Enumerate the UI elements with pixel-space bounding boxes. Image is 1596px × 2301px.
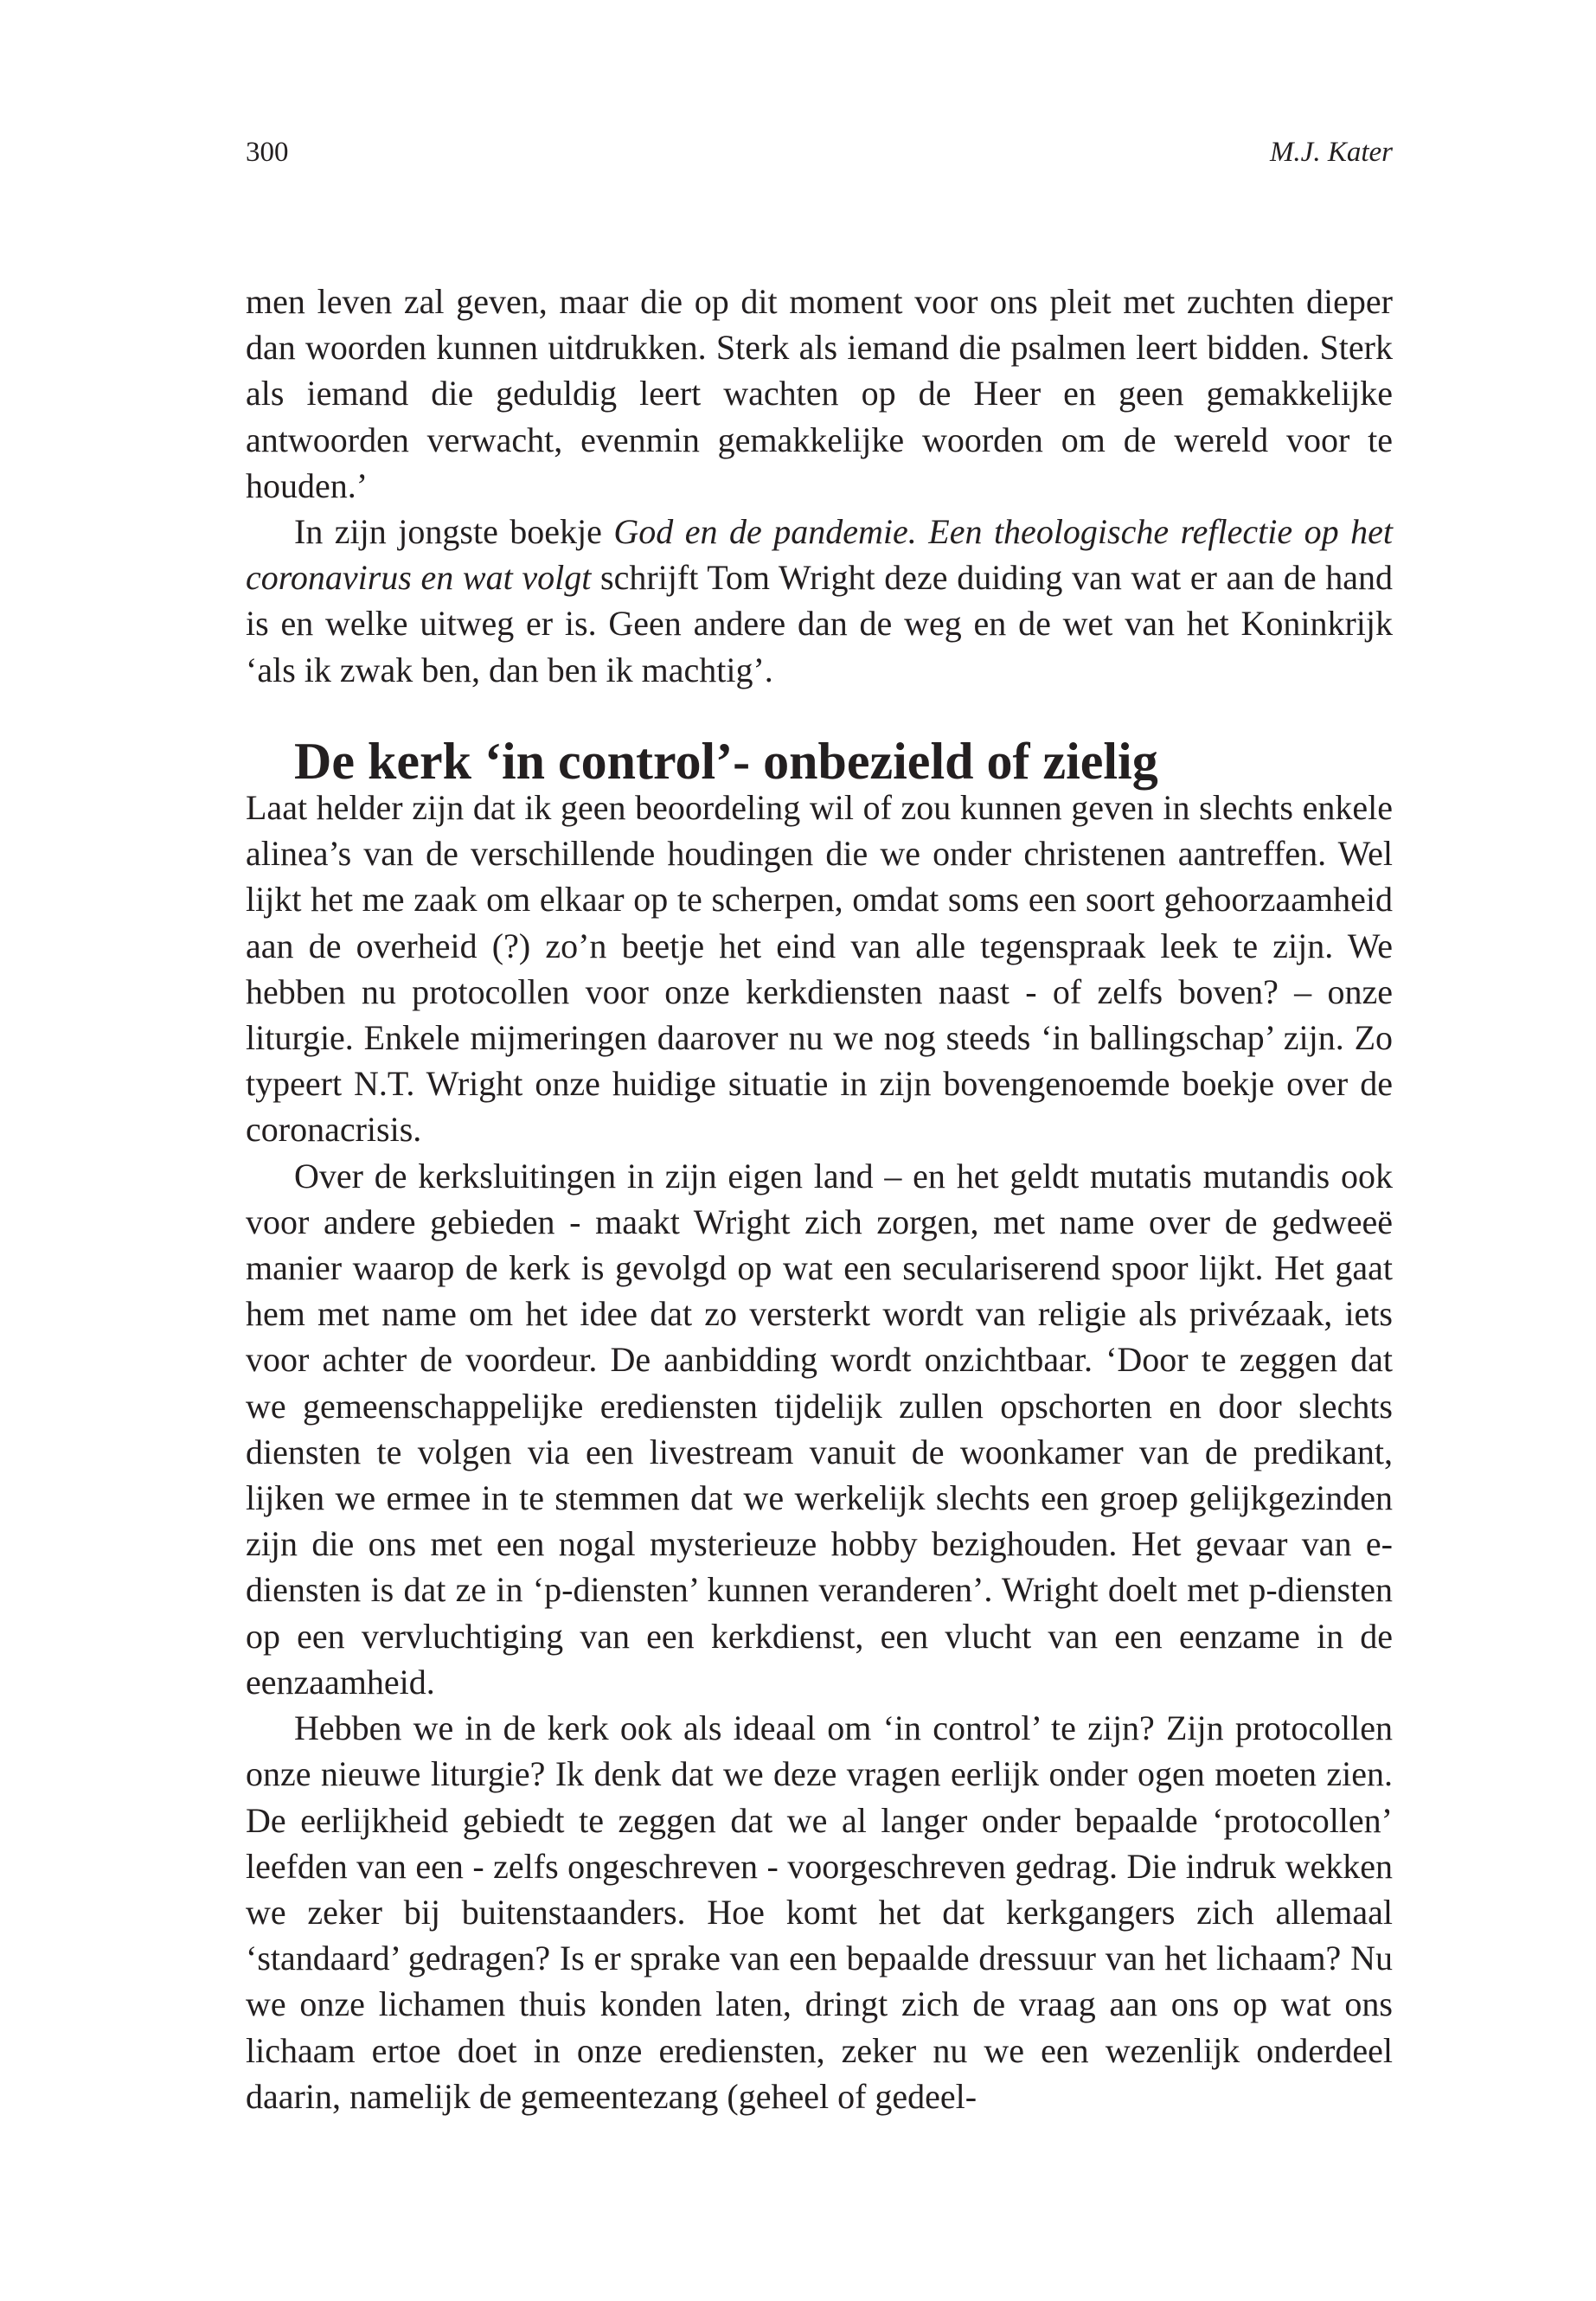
paragraph-text: schrijft Tom Wright deze duiding van wat er aan de hand is en welke uitweg er is. Geen andere dan de weg en de wet van het Koninkrijk ‘als ik zwak ben, dan ben ik machtig’. [246,558,1393,689]
book-title: God en de pandemie. Een theologische reflectie op het coronavirus en wat volgt [246,512,1393,598]
paragraph-church-closures: Over de kerksluitingen in zijn eigen land – en het geldt mutatis mutandis ook voor andere gebieden - maakt Wright zich zorgen, met name over de gedweeë manier waarop de kerk is gevolgd op wat een seculariserend spoor lijkt. Het gaat hem met name om het idee dat zo versterkt wordt van religie als privézaak, iets voor achter de voordeur. De aanbidding wordt onzichtbaar. ‘Door te zeggen dat we gemeenschappelijke erediensten tijdelijk zullen opschorten en door slechts diensten te volgen via een livestream vanuit de woonkamer van de predikant, lijken we ermee in te stemmen dat we werkelijk slechts een groep gelijkgezinden zijn die ons met een nogal mysterieuze hobby bezighouden. Het gevaar van e-diensten is dat ze in ‘p-diensten’ kunnen veranderen’. Wright doelt met p-diensten op een vervluchtiging van een kerkdienst, een vlucht van een eenzame in de eenzaamheid. [246,1156,1393,1702]
paragraph-intro: Laat helder zijn dat ik geen beoordeling wil of zou kunnen geven in slechts enkele alinea’s van de verschillende houdingen die we onder christenen aantreffen. Wel lijkt het me zaak om elkaar op te scherpen, omdat soms een soort gehoorzaamheid aan de overheid (?) zo’n beetje het eind van alle tegenspraak leek te zijn. We hebben nu protocollen voor onze kerkdiensten naast - of zelfs boven? – onze liturgie. Enkele mijmeringen daarover nu we nog steeds ‘in ballingschap’ zijn. Zo typeert N.T. Wright onze huidige situatie in zijn bovengenoemde boekje over de coronacrisis. [246,788,1393,1150]
paragraph-text: In zijn jongste boekje [294,512,614,552]
page-header [246,137,1393,180]
section-spacer [246,693,1393,739]
section-heading: De kerk ‘in control’- onbezield of zielig [294,732,1158,790]
page-number: 300 [246,137,289,168]
paragraph-in-control: Hebben we in de kerk ook als ideaal om ‘in control’ te zijn? Zijn protocollen onze nieuwe liturgie? Ik denk dat we deze vragen eerlijk onder ogen moeten zien. De eerlijkheid gebiedt te zeggen dat we al langer onder bepaalde ‘protocollen’ leefden van een - zelfs ongeschreven - voorgeschreven gedrag. Die indruk wekken we zeker bij buitenstaanders. Hoe komt het dat kerkgangers zich allemaal ‘standaard’ gedragen? Is er sprake van een bepaalde dressuur van het lichaam? Nu we onze lichamen thuis konden laten, dringt zich de vraag aan ons op wat ons lichaam ertoe doet in onze erediensten, zeker nu we een wezenlijk onderdeel daarin, namelijk de gemeentezang (geheel of gedeel- [246,1708,1393,2116]
paragraph-quote-end: men leven zal geven, maar die op dit moment voor ons pleit met zuchten dieper dan woorden kunnen uitdrukken. Sterk als iemand die psalmen leert bidden. Sterk als iemand die geduldig leert wachten op de Heer en geen gemakkelijke antwoorden verwacht, evenmin gemakkelijke woorden om de wereld voor te houden.’ [246,282,1393,505]
paragraph-book-reference [246,509,1393,693]
running-header-author: M.J. Kater [1269,137,1393,168]
body-text [246,279,1393,2119]
